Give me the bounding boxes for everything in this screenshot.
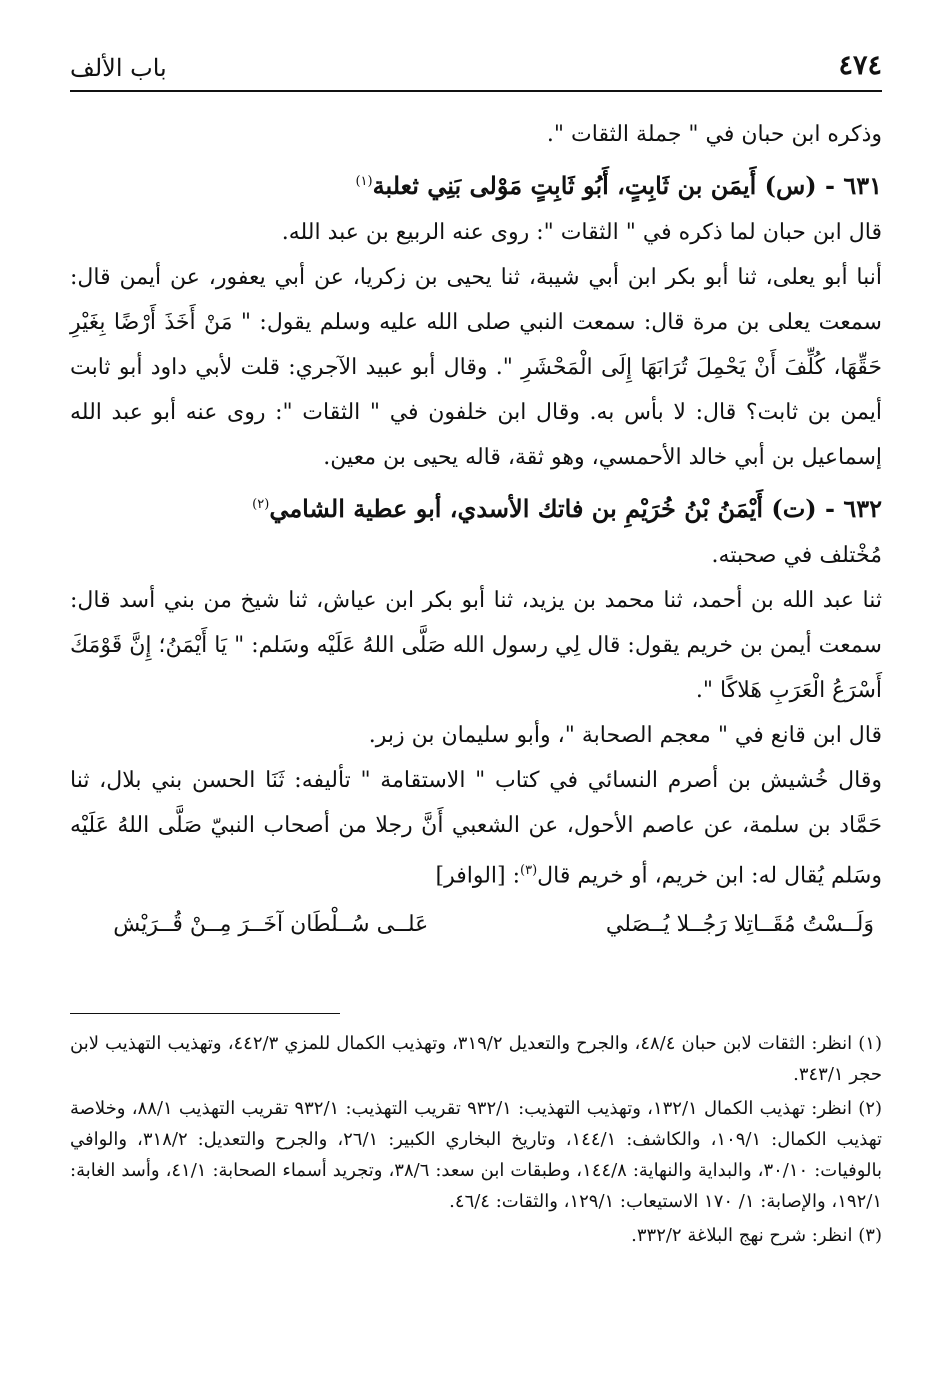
chapter-title: باب الألف [70,54,167,82]
verse-second-hemistich: عَلــى سُــلْطَان آخَــرَ مِــنْ قُــرَيْش [113,912,429,938]
footnote-ref-2[interactable]: (٢) [252,497,270,512]
page-header [70,40,882,92]
footnote-1: (١) انظر: الثقات لابن حبان ٤٨/٤، والجرح والتعديل ٣١٩/٢، وتهذيب الكمال للمزي ٤٤٢/٣، وتهذيب التهذيب لابن حجر ٣٤٣/١. [70,1033,882,1085]
main-text [70,112,882,947]
footnotes [70,1028,882,1254]
entry-632-title: ٦٣٢ - (ت) أَيْمَنُ بْنُ خُرَيْمِ بن فاتك الأسدي، أبو عطية الشامي [269,494,882,523]
entry-631-heading [70,159,882,208]
meter-label: : [الوافر] [435,863,521,889]
footnote-3: (٣) انظر: شرح نهج البلاغة ٣٣٢/٢. [631,1225,882,1246]
entry-632-paragraph-3: قال ابن قانع في " معجم الصحابة "، وأبو سليمان بن زبر. [368,723,882,748]
entry-632-paragraph-4 [70,758,882,898]
intro-paragraph: وذكره ابن حبان في " جملة الثقات ". [546,122,882,147]
book-page [70,40,882,1340]
entry-631-paragraph-1: قال ابن حبان لما ذكره في " الثقات ": روى عنه الربيع بن عبد الله. [281,220,882,245]
footnote-divider [70,1013,340,1014]
entry-631-title: ٦٣١ - (س) أَيمَن بن ثَابِتٍ، أَبُو ثَابِتٍ مَوْلى بَنِي ثعلبة [372,171,882,200]
page-number: ٤٧٤ [838,50,882,81]
entry-632-paragraph-2: ثنا عبد الله بن أحمد، ثنا محمد بن يزيد، ثنا أبو بكر ابن عياش، ثنا شيخ من بني أسد قال: سمعت أيمن بن خريم يقول: قال لِي رسول الله صَلَّى اللهُ عَلَيْه وسَلم: " يَا أَيْمَنُ؛ إِنَّ قَوْمَكَ أَسْرَعُ الْعَرَبِ هَلاكًا ". [70,588,882,703]
verse-first-hemistich: وَلَــسْتُ مُقَــاتِلا رَجُــلا يُــصَلي [605,912,874,938]
footnote-ref-1[interactable]: (١) [355,174,373,189]
poem-verse [70,902,882,947]
entry-632-paragraph-1: مُخْتلف في صحبته. [711,543,882,568]
entry-632-paragraph-4-text: وقال خُشيش بن أصرم النسائي في كتاب " الاستقامة " تأليفه: ثَنَا الحسن بني بلال، ثنا حَمَّاد بن سلمة، عن عاصم الأحول، عن الشعبي أَنَّ رجلا من أصحاب النبيّ صَلَّى اللهُ عَلَيْه وسَلم يُقال له: ابن خريم، أو خريم قال [70,768,882,889]
entry-632-heading [70,482,882,531]
entry-631-paragraph-2: أنبا أبو يعلى، ثنا أبو بكر ابن أبي شيبة، ثنا يحيى بن زكريا، عن أبي يعفور، عن أيمن قال: سمعت يعلى بن مرة قال: سمعت النبي صلى الله عليه وسلم يقول: " مَنْ أَخَذَ أَرْضًا بِغَيْرِ حَقِّهَا، كُلِّفَ أَنْ يَحْمِلَ تُرَابَهَا إِلَى الْمَحْشَرِ ". وقال أبو عبيد الآجري: قلت لأبي داود أبو ثابت أيمن بن ثابت؟ قال: لا بأس به. وقال ابن خلفون في " الثقات ": روى عنه أبو عبد الله إسماعيل بن أبي خالد الأحمسي، وهو ثقة، قاله يحيى بن معين. [70,265,882,470]
footnote-2: (٢) انظر: تهذيب الكمال ١٣٢/١، وتهذيب التهذيب: ٩٣٢/١ تقريب التهذيب: ٩٣٢/١ تقريب التهذيب ٨٨/١، وخلاصة تهذيب الكمال: ١٠٩/١، والكاشف: ١٤٤/١، وتاريخ البخاري الكبير: ٢٦/١، والجرح والتعديل: ٣١٨/٢، والوافي بالوفيات: ٣٠/١٠، والبداية والنهاية: ١٤٤/٨، وطبقات ابن سعد: ٣٨/٦، وتجريد أسماء الصحابة: ٤١/١، وأسد الغابة: ١٩٢/١، والإصابة: ١/ ١٧٠ الاستيعاب: ١٢٩/١، والثقات: ٤٦/٤. [70,1098,883,1212]
footnote-ref-3[interactable]: (٣) [520,863,538,878]
